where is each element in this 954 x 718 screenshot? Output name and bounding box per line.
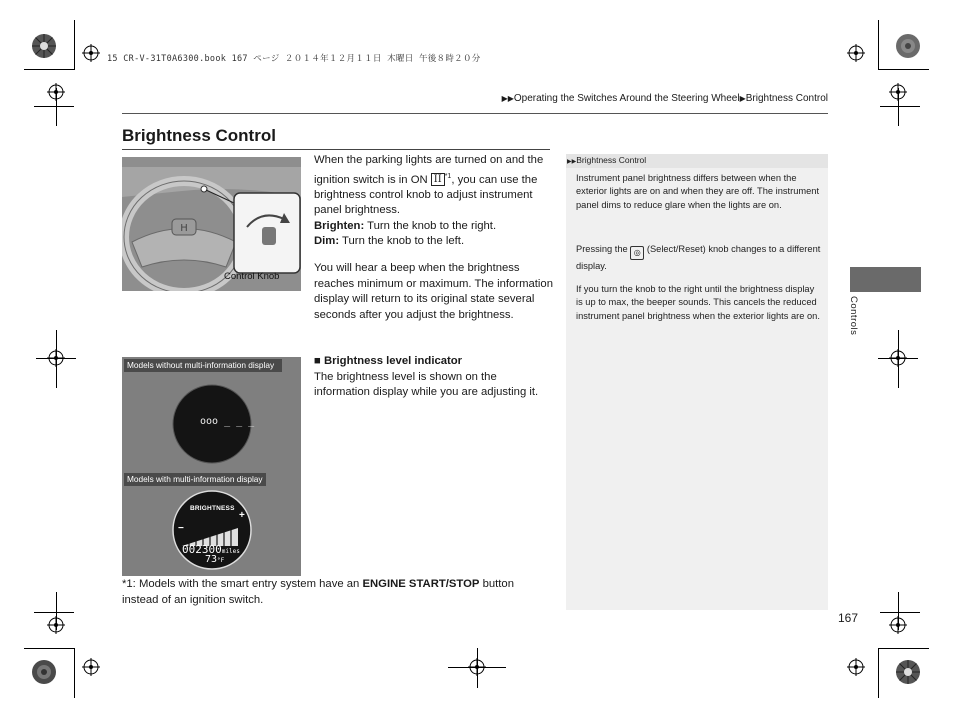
basic-display-readout: ooo _ _ _ bbox=[200, 416, 255, 427]
odometer-unit: miles bbox=[221, 548, 240, 555]
note-header-text: Brightness Control bbox=[576, 155, 647, 165]
footnote-marker: *1 bbox=[444, 172, 452, 180]
note-arrow-icon: ▶▶ bbox=[567, 159, 577, 165]
model-without-label: Models without multi-information display bbox=[124, 359, 282, 372]
temperature-readout bbox=[205, 554, 224, 565]
ignition-on-symbol: II bbox=[431, 173, 445, 186]
footnote-bold: ENGINE START/STOP bbox=[362, 578, 480, 590]
page-number: 167 bbox=[838, 611, 859, 625]
sub-bullet-icon: ■ bbox=[314, 355, 321, 367]
dim-text: Turn the knob to the left. bbox=[339, 235, 465, 248]
footnote bbox=[122, 577, 552, 608]
header-rule bbox=[122, 113, 828, 114]
side-tab[interactable] bbox=[850, 267, 921, 292]
control-knob-label: Control Knob bbox=[224, 271, 280, 282]
breadcrumb-arrow-icon: ▶▶ bbox=[501, 94, 514, 103]
print-file-line: 15 CR-V-31T0A6300.book 167 ページ ２０１４年１２月１１日 木曜日 午後８時２０分 bbox=[107, 54, 481, 64]
color-wheel-icon bbox=[895, 659, 921, 685]
registration-mark-icon bbox=[47, 83, 65, 101]
note-p2-a: Pressing the bbox=[576, 244, 631, 254]
plus-icon: + bbox=[239, 510, 245, 521]
odometer-value: 002300 bbox=[182, 543, 222, 556]
sub-text: The brightness level is shown on the information display while you are adjusting it. bbox=[314, 370, 539, 398]
steering-wheel-figure bbox=[122, 157, 301, 291]
registration-mark-icon bbox=[47, 616, 65, 634]
registration-mark-icon bbox=[847, 44, 865, 62]
note-paragraph-3: If you turn the knob to the right until the brightness display is up to max, the beeper sounds. This cancels the reduced instrument panel brightness when the exterior lights are on. bbox=[576, 284, 820, 321]
registration-mark-icon bbox=[47, 349, 65, 367]
intro-text-b: , you can use the brightness control knob to adjust instrument panel brightness. bbox=[314, 173, 538, 217]
model-with-label: Models with multi-information display bbox=[124, 473, 266, 486]
breadcrumb bbox=[502, 93, 828, 104]
registration-mark-icon bbox=[889, 349, 907, 367]
display-figure bbox=[122, 357, 301, 576]
beep-paragraph: You will hear a beep when the brightness reaches minimum or maximum. The information display will return to its original state several seconds after you adjust the brightness. bbox=[314, 262, 553, 321]
registration-mark-icon bbox=[847, 658, 865, 676]
footnote-prefix: *1: Models with the smart entry system have an bbox=[122, 578, 363, 590]
brightness-display-title: BRIGHTNESS bbox=[190, 505, 235, 512]
title-rule bbox=[122, 149, 550, 150]
registration-mark-icon bbox=[82, 658, 100, 676]
note-header bbox=[567, 155, 646, 165]
note-panel bbox=[566, 154, 828, 610]
registration-mark-icon bbox=[468, 658, 486, 676]
temperature-unit: °F bbox=[217, 557, 225, 564]
breadcrumb-page: Brightness Control bbox=[745, 93, 828, 104]
color-wheel-icon bbox=[31, 659, 57, 685]
brighten-label: Brighten: bbox=[314, 219, 365, 232]
color-wheel-icon bbox=[895, 33, 921, 59]
intro-text-a: When the parking lights are turned on and the ignition switch is in ON bbox=[314, 154, 544, 186]
breadcrumb-separator-icon: ▶ bbox=[739, 94, 746, 103]
minus-icon: − bbox=[178, 523, 184, 534]
note-paragraph-2 bbox=[576, 243, 822, 273]
breadcrumb-section[interactable]: Operating the Switches Around the Steering Wheel bbox=[513, 93, 740, 104]
main-text bbox=[314, 153, 552, 250]
temperature-value: 73 bbox=[205, 554, 218, 565]
sub-heading: Brightness level indicator bbox=[323, 355, 463, 367]
registration-mark-icon bbox=[889, 616, 907, 634]
svg-text:H: H bbox=[180, 223, 188, 234]
brighten-text: Turn the knob to the right. bbox=[364, 219, 497, 232]
registration-mark-icon bbox=[82, 44, 100, 62]
note-p2-b: (Select/Reset) knob changes to a different display. bbox=[576, 244, 821, 271]
side-tab-label: Controls bbox=[848, 296, 859, 336]
dim-label: Dim: bbox=[314, 235, 340, 248]
footnote-suffix: button instead of an ignition switch. bbox=[122, 578, 515, 606]
brightness-indicator-section bbox=[314, 354, 554, 401]
note-paragraph-1: Instrument panel brightness differs between when the exterior lights are on and when they are off. The instrument panel dims to reduce glare when the lights are on. bbox=[576, 173, 820, 210]
color-wheel-icon bbox=[31, 33, 57, 59]
select-reset-knob-icon: ◎ bbox=[630, 246, 644, 260]
registration-mark-icon bbox=[889, 83, 907, 101]
page-title: Brightness Control bbox=[122, 126, 276, 145]
